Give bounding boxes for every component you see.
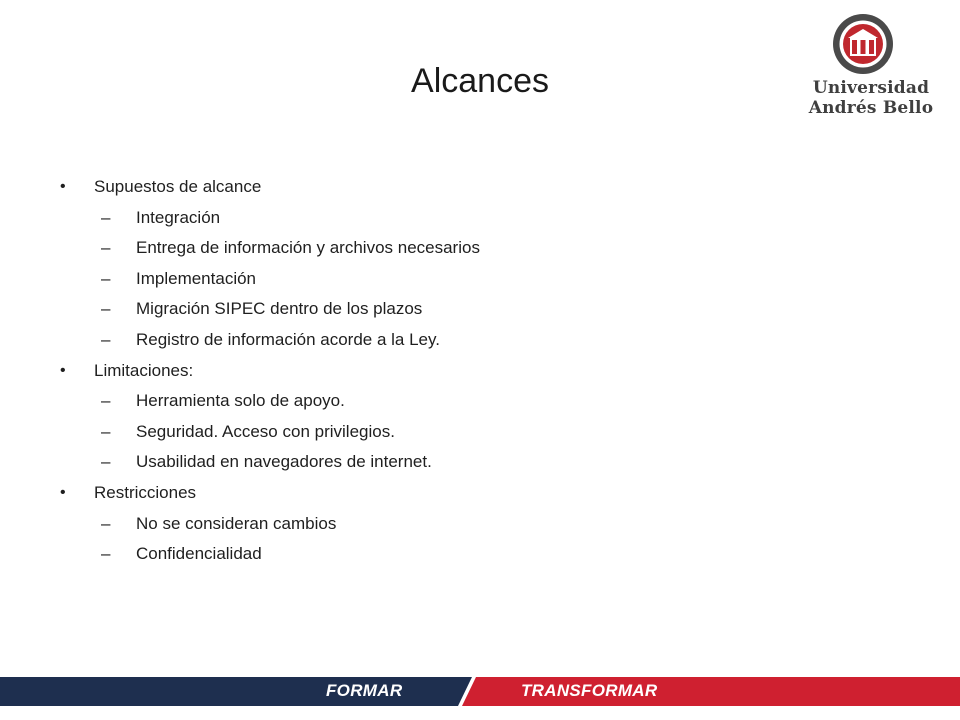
- sub-bullet-text: Migración SIPEC dentro de los plazos: [136, 299, 423, 319]
- sub-bullet-text: Usabilidad en navegadores de internet.: [136, 452, 432, 472]
- bullet-marker: •: [60, 361, 66, 379]
- sub-bullet-marker: –: [101, 268, 111, 288]
- sub-bullet-text: No se consideran cambios: [136, 513, 337, 533]
- sub-bullet-item: [60, 447, 840, 478]
- sub-bullet-marker: –: [101, 238, 111, 258]
- footer-banner: [0, 677, 960, 706]
- bullet-label-restricciones: Restricciones: [94, 482, 197, 502]
- sub-bullet-text: Seguridad. Acceso con privilegios.: [136, 421, 395, 441]
- bullet-item: [60, 172, 840, 203]
- sub-bullet-marker: –: [101, 421, 111, 441]
- bullet-label-limitaciones: Limitaciones:: [94, 360, 194, 380]
- footer-transformar-label: TRANSFORMAR: [521, 681, 658, 700]
- sub-bullet-item: [60, 539, 840, 570]
- sub-bullet-item: [60, 203, 840, 234]
- bullet-label-supuestos: Supuestos de alcance: [94, 177, 262, 196]
- university-logo: [806, 10, 936, 122]
- sub-bullet-marker: –: [101, 452, 111, 472]
- bullet-marker: •: [60, 483, 66, 501]
- sub-bullet-text: Confidencialidad: [136, 544, 262, 564]
- sub-bullet-item: [60, 233, 840, 264]
- sub-bullet-item: [60, 294, 840, 325]
- sub-bullet-item: [60, 386, 840, 417]
- sub-bullet-marker: –: [101, 391, 111, 411]
- sub-bullet-text: Registro de información acorde a la Ley.: [136, 329, 440, 349]
- sub-bullet-item: [60, 264, 840, 295]
- footer-formar-label: FORMAR: [326, 681, 403, 700]
- sub-bullet-text: Herramienta solo de apoyo.: [136, 391, 345, 411]
- sub-bullet-text: Entrega de información y archivos necesarios: [136, 238, 480, 258]
- sub-bullet-marker: –: [101, 513, 111, 533]
- logo-line-1: Universidad: [812, 78, 930, 98]
- footer-banner-shape: [0, 677, 960, 706]
- slide-content: [60, 172, 840, 570]
- sub-bullet-text: Implementación: [136, 268, 257, 288]
- sub-bullet-text: Integración: [136, 207, 221, 227]
- sub-bullet-item: [60, 325, 840, 356]
- sub-bullet-item: [60, 417, 840, 448]
- sub-bullet-marker: –: [101, 329, 111, 349]
- sub-bullet-marker: –: [101, 299, 111, 319]
- bullet-item: [60, 478, 840, 509]
- logo-line-2: Andrés Bello: [808, 98, 934, 118]
- sub-bullet-item: [60, 509, 840, 540]
- slide-title: Alcances: [411, 62, 549, 100]
- sub-bullet-marker: –: [101, 207, 111, 227]
- bullet-item: [60, 356, 840, 387]
- sub-bullet-marker: –: [101, 544, 111, 564]
- bullet-marker: •: [60, 178, 66, 195]
